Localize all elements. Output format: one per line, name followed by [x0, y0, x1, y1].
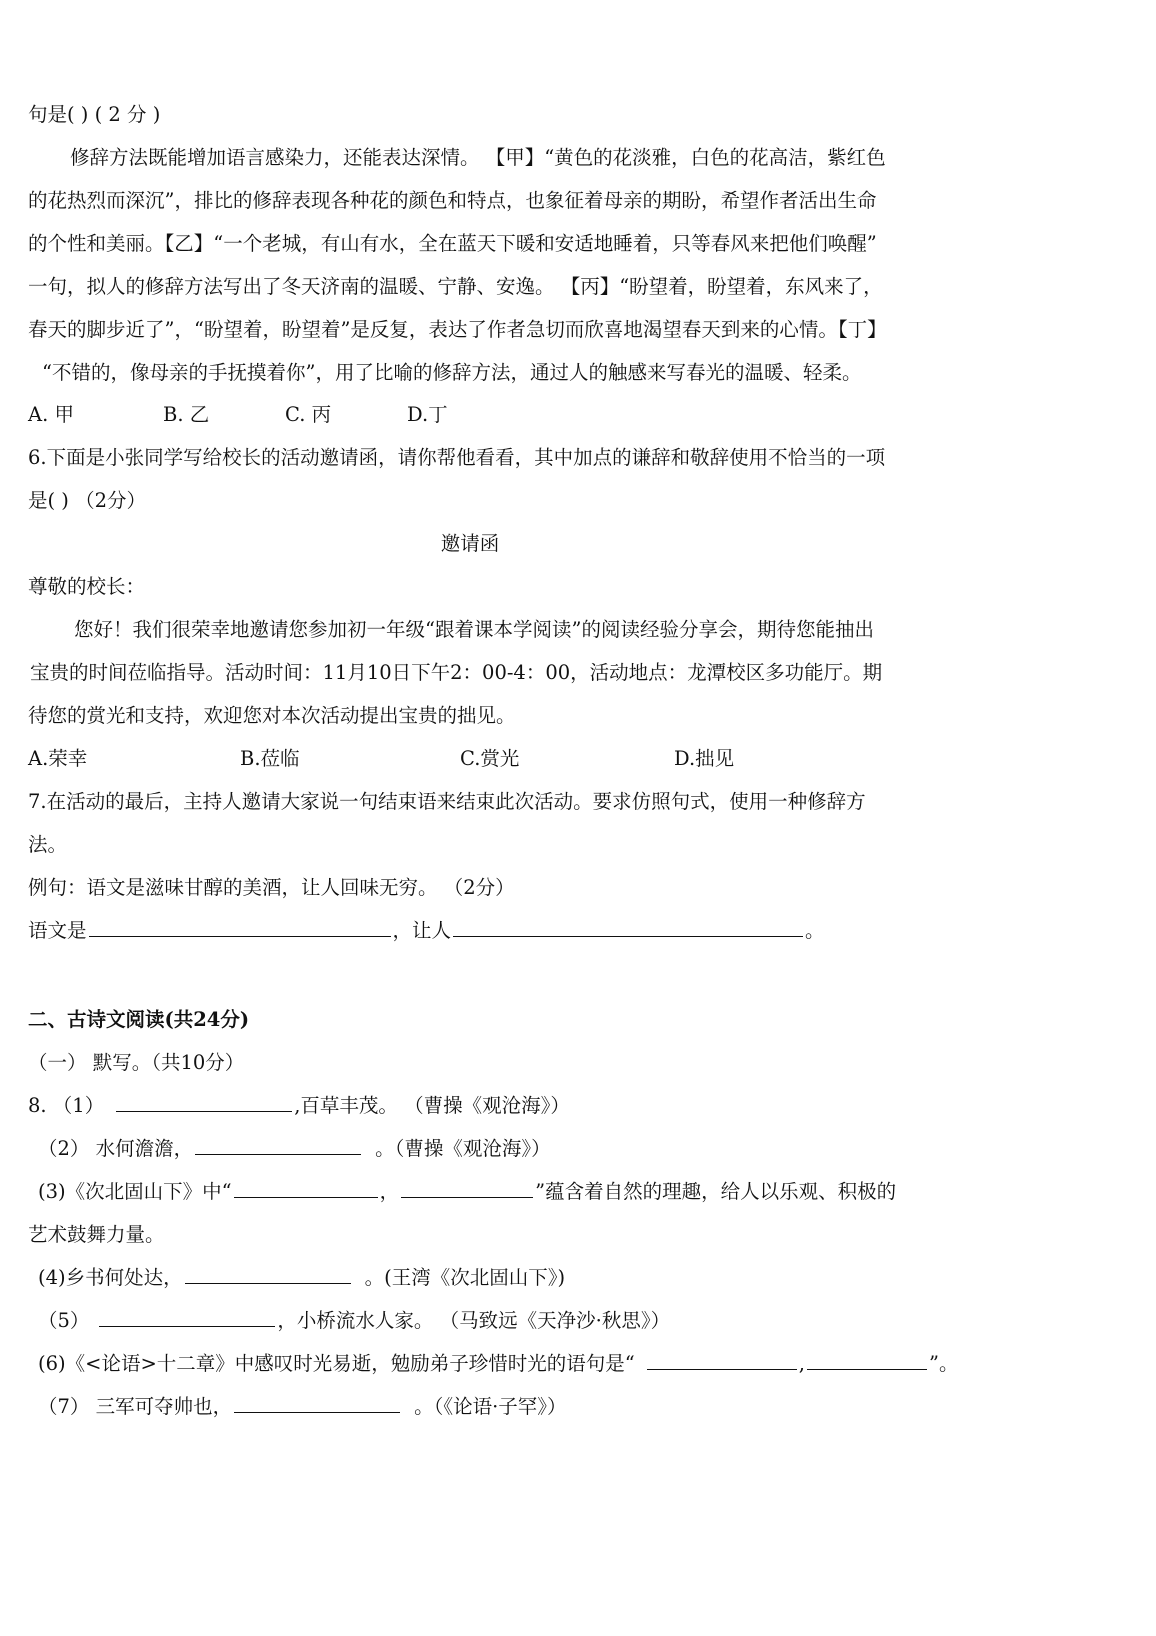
q7-fill-suffix: 。	[805, 919, 825, 942]
q6-option-b[interactable]: B.莅临	[240, 747, 300, 770]
q7-blank-1[interactable]	[89, 916, 391, 937]
q5-answer-line	[28, 100, 160, 130]
q6-options	[28, 744, 734, 774]
q8-item-3-tail: ”蕴含着自然的理趣，给人以乐观、积极的	[535, 1180, 897, 1203]
q8-item-7-blank[interactable]	[234, 1392, 400, 1413]
q5-option-b[interactable]: B. 乙	[163, 403, 210, 426]
q8-item-4-source: 。(王湾《次北固山下》)	[364, 1266, 566, 1289]
q6-stem-line-2: 是( ) （2分）	[28, 489, 147, 512]
q8-item-7	[38, 1392, 567, 1422]
q8-item-3-blank-2[interactable]	[401, 1177, 533, 1198]
q7-fill-line	[28, 916, 825, 946]
letter-body-line-2: 宝贵的时间莅临指导。活动时间：11月10日下午2：00-4：00，活动地点：龙潭校区多功能厅。期	[30, 661, 883, 684]
q7-blank-2[interactable]	[453, 916, 803, 937]
q6-stem-line-1: 6.下面是小张同学写给校长的活动邀请函，请你帮他看看，其中加点的谦辞和敬辞使用不恰当的一项	[28, 446, 886, 469]
q5-option-c[interactable]: C. 丙	[285, 403, 332, 426]
q7-fill-middle: ，让人	[392, 919, 452, 942]
q8-item-7-text: （7） 三军可夺帅也，	[38, 1395, 233, 1418]
q5-paragraph-line-2: 的花热烈而深沉”，排比的修辞表现各种花的颜色和特点，也象征着母亲的期盼，希望作者活出生命	[28, 189, 877, 212]
q8-item-4-text: (4)乡书何处达，	[38, 1266, 183, 1289]
q8-item-2-blank[interactable]	[195, 1134, 361, 1155]
letter-salutation: 尊敬的校长：	[28, 575, 146, 598]
letter-body-line-1: 您好！我们很荣幸地邀请您参加初一年级“跟着课本学阅读”的阅读经验分享会，期待您能抽出	[74, 618, 874, 641]
q8-item-1-label: 8. （1）	[28, 1094, 105, 1117]
q8-item-5-blank[interactable]	[99, 1306, 275, 1327]
q8-item-5	[38, 1306, 670, 1336]
q5-option-a[interactable]: A. 甲	[28, 403, 74, 426]
q8-item-4	[38, 1263, 565, 1293]
section-2-subtitle: （一） 默写。（共10分）	[28, 1051, 245, 1074]
q8-item-6-blank-1[interactable]	[647, 1349, 797, 1370]
q8-item-3-blank-1[interactable]	[234, 1177, 378, 1198]
q6-option-c[interactable]: C.赏光	[460, 747, 520, 770]
q8-item-5-text: ，小桥流水人家。 （马致远《天净沙·秋思》）	[277, 1309, 671, 1332]
q8-item-1-text: ,百草丰茂。 （曹操《观沧海》）	[294, 1094, 570, 1117]
q8-item-4-blank[interactable]	[185, 1263, 351, 1284]
q5-answer-text: 句是( ) ( 2 分 )	[28, 103, 161, 126]
q7-example: 例句：语文是滋味甘醇的美酒，让人回味无穷。 （2分）	[28, 876, 515, 899]
letter-title: 邀请函	[440, 532, 500, 555]
q8-item-3-comma: ，	[379, 1180, 400, 1203]
q6-option-d[interactable]: D.拙见	[674, 747, 735, 770]
q7-stem-line-1: 7.在活动的最后，主持人邀请大家说一句结束语来结束此次活动。要求仿照句式，使用一种修辞方	[28, 790, 866, 813]
q5-paragraph-line-3: 的个性和美丽。【乙】“一个老城，有山有水，全在蓝天下暖和安适地睡着，只等春风来把他们唤醒”	[28, 232, 877, 255]
q5-option-d[interactable]: D.丁	[407, 403, 448, 426]
q7-stem-line-2: 法。	[28, 833, 68, 856]
q8-item-3-text: (3)《次北固山下》中“	[38, 1180, 232, 1203]
q6-option-a[interactable]: A.荣幸	[28, 747, 88, 770]
letter-body-line-3: 待您的赏光和支持，欢迎您对本次活动提出宝贵的拙见。	[28, 704, 516, 727]
q8-item-1	[28, 1091, 570, 1121]
q8-item-3-continuation: 艺术鼓舞力量。	[28, 1223, 165, 1246]
q8-item-2-source: 。（曹操《观沧海》）	[375, 1137, 551, 1160]
q5-paragraph-line-4: 一句，拟人的修辞方法写出了冬天济南的温暖、宁静、安逸。 【丙】“盼望着，盼望着，东风来了，	[28, 275, 883, 298]
q8-item-3	[38, 1177, 896, 1207]
section-2-title: 二、古诗文阅读(共24分)	[28, 1008, 250, 1031]
q8-item-6	[38, 1349, 958, 1379]
q5-paragraph-line-6: “不错的，像母亲的手抚摸着你”，用了比喻的修辞方法，通过人的触感来写春光的温暖、轻柔。	[42, 361, 862, 384]
q8-item-6-tail: ”。	[928, 1352, 959, 1375]
q8-item-6-text: (6)《<论语>十二章》中感叹时光易逝，勉励弟子珍惜时光的语句是“	[38, 1352, 635, 1375]
q8-item-2-text: （2） 水何澹澹，	[38, 1137, 194, 1160]
q7-fill-prefix: 语文是	[28, 919, 87, 942]
q8-item-1-blank[interactable]	[116, 1091, 292, 1112]
q5-options	[28, 400, 448, 430]
q8-item-2	[38, 1134, 551, 1164]
q5-paragraph-line-5: 春天的脚步近了”，“盼望着，盼望着”是反复，表达了作者急切而欣喜地渴望春天到来的心情。【丁】	[28, 318, 887, 341]
q8-item-5-label: （5）	[38, 1309, 90, 1332]
q8-item-6-comma: ,	[798, 1352, 805, 1375]
q8-item-7-source: 。（《论语·子罕》）	[414, 1395, 567, 1418]
q8-item-6-blank-2[interactable]	[807, 1349, 927, 1370]
q5-paragraph-line-1: 修辞方法既能增加语言感染力，还能表达深情。 【甲】“黄色的花淡雅，白色的花高洁，紫红色	[70, 146, 886, 169]
